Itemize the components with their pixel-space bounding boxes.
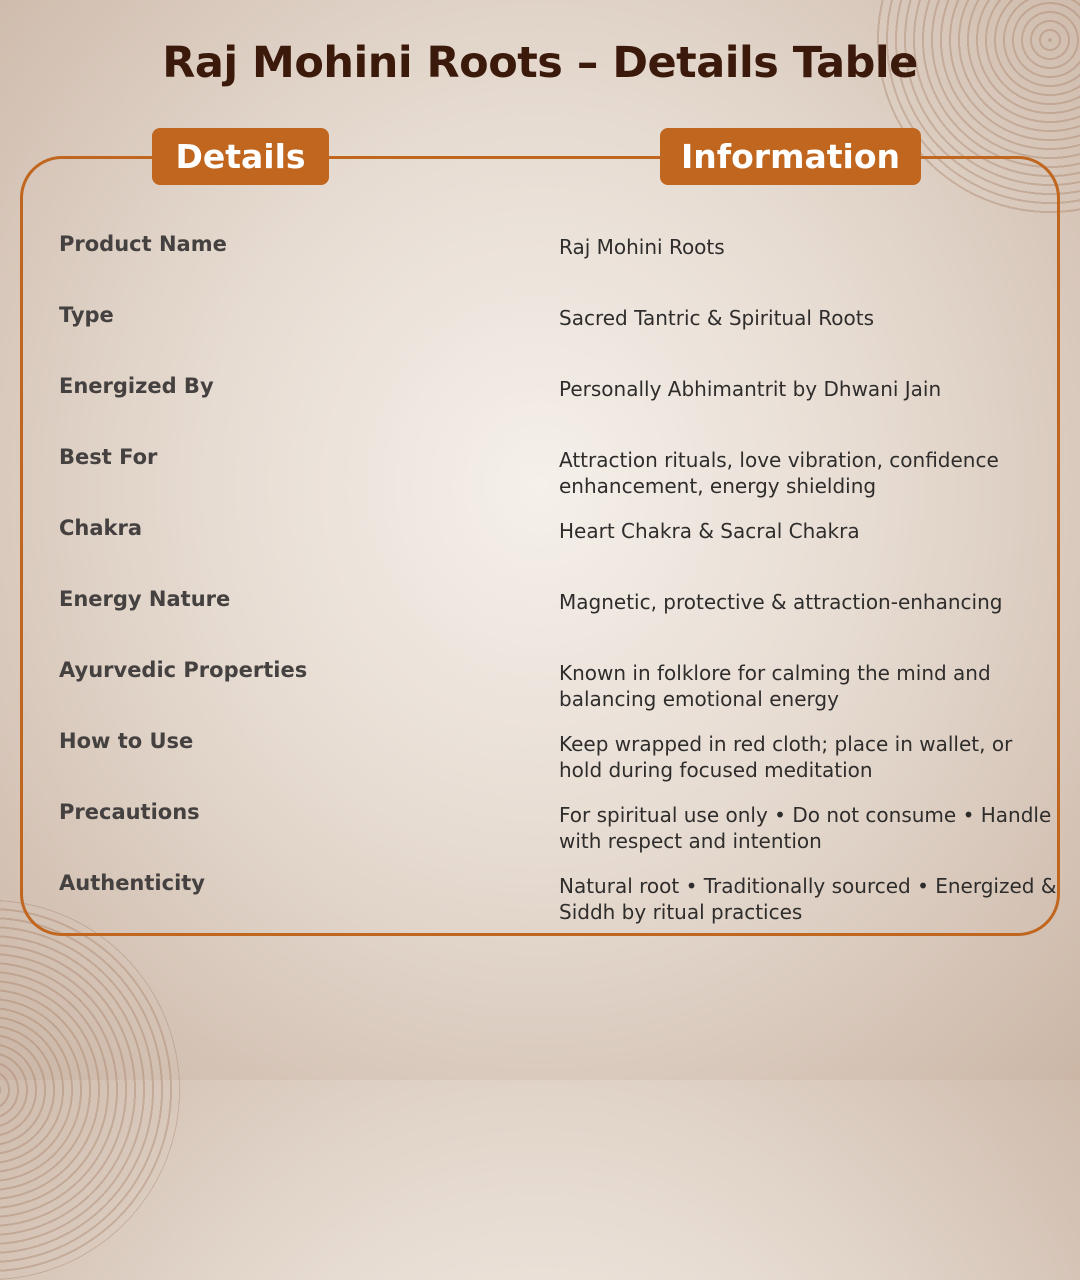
- row-label: Product Name: [59, 232, 227, 256]
- row-value: Magnetic, protective & attraction-enhancing: [559, 590, 1003, 614]
- row-value: Known in folklore for calming the mind and balancing emotional energy: [559, 661, 991, 711]
- row-value: Sacred Tantric & Spiritual Roots: [559, 306, 874, 330]
- row-label: Best For: [59, 445, 158, 469]
- row-label: Ayurvedic Properties: [59, 658, 308, 682]
- page-title: Raj Mohini Roots – Details Table: [162, 38, 918, 88]
- row-label: Precautions: [59, 800, 200, 824]
- row-label: How to Use: [59, 729, 194, 753]
- row-value: For spiritual use only • Do not consume • Handle with respect and intention: [559, 803, 1052, 853]
- row-value: Raj Mohini Roots: [559, 235, 725, 259]
- mandala-decoration-bottom-left: [0, 900, 180, 1280]
- information-header: Information: [660, 128, 921, 185]
- row-value: Attraction rituals, love vibration, confidence enhancement, energy shielding: [559, 448, 999, 498]
- row-label: Energized By: [59, 374, 214, 398]
- row-label: Authenticity: [59, 871, 205, 895]
- row-value: Personally Abhimantrit by Dhwani Jain: [559, 377, 942, 401]
- row-label: Type: [59, 303, 114, 327]
- row-label: Chakra: [59, 516, 143, 540]
- row-value: Keep wrapped in red cloth; place in wallet, or hold during focused meditation: [559, 732, 1013, 782]
- row-value: Natural root • Traditionally sourced • Energized & Siddh by ritual practices: [559, 874, 1057, 924]
- row-value: Heart Chakra & Sacral Chakra: [559, 519, 860, 543]
- row-label: Energy Nature: [59, 587, 231, 611]
- details-header: Details: [152, 128, 329, 185]
